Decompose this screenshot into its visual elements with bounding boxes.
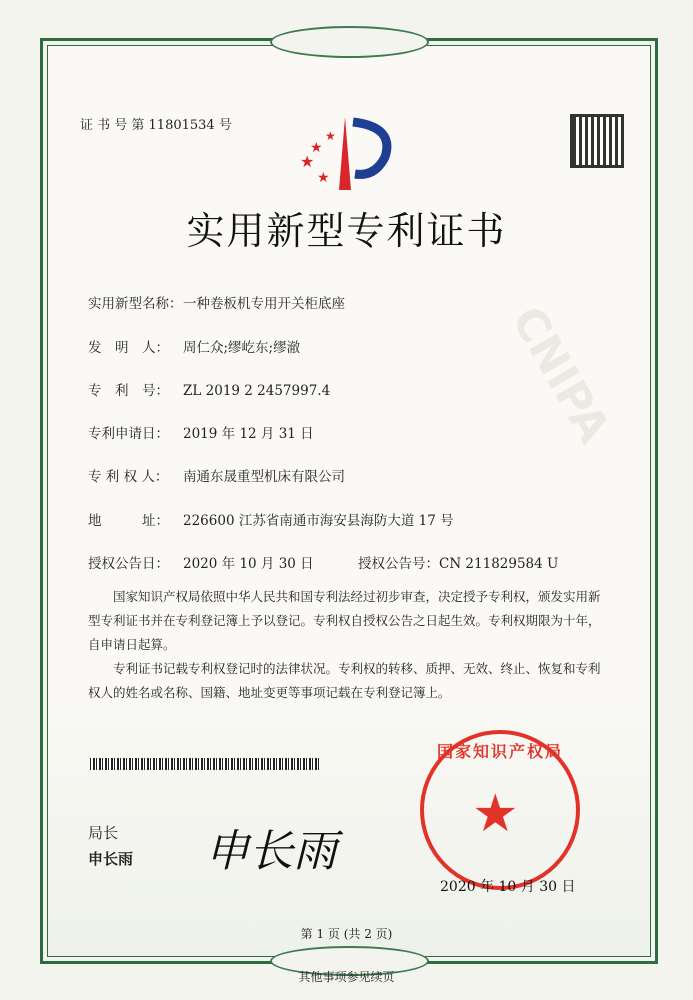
qr-code (570, 114, 624, 168)
field-value: ZL 2019 2 2457997.4 (183, 383, 331, 399)
field-label: 地 址： (88, 513, 169, 529)
field-address (88, 509, 454, 529)
seal-date: 2020 年 10 月 30 日 (440, 879, 576, 895)
cnipa-logo (295, 112, 405, 192)
seal-text: 国家知识产权局 (436, 742, 563, 761)
logo-star-icon: ★ (310, 140, 323, 156)
field-value: 2019 年 12 月 31 日 (183, 426, 314, 442)
paragraph-legal: 专利证书记载专利权登记时的法律状况。专利权的转移、质押、无效、终止、恢复和专利权人的姓名或名称、国籍、地址变更等事项记载在专利登记簿上。 (88, 661, 601, 700)
logo-star-icon: ★ (300, 152, 315, 171)
field-value: 226600 江苏省南通市海安县海防大道 17 号 (183, 513, 454, 529)
field-value: CN 211829584 U (439, 556, 559, 572)
national-emblem-icon: ★ (472, 784, 519, 844)
footer-note: 其他事项参见续页 (298, 970, 395, 984)
logo-star-icon: ★ (325, 129, 336, 143)
logo-star-icon: ★ (317, 170, 330, 186)
field-label: 授权公告日： (88, 556, 169, 572)
field-value: 一种卷板机专用开关柜底座 (183, 296, 345, 312)
page-indicator: 第 1 页 (共 2 页) (300, 927, 393, 941)
field-announcement-number (358, 552, 558, 572)
field-inventors (88, 336, 300, 356)
signer-name: 申长雨 (88, 850, 134, 868)
field-name (88, 292, 345, 312)
official-seal (420, 730, 580, 890)
field-label: 实用新型名称： (88, 296, 183, 312)
field-value: 周仁众;缪屹东;缪澈 (183, 340, 301, 356)
field-label: 授权公告号： (358, 556, 439, 572)
field-application-date (88, 422, 314, 442)
logo-blue-stroke (353, 122, 387, 174)
logo-red-stroke (339, 117, 351, 190)
field-value: 南通东晟重型机床有限公司 (183, 469, 345, 485)
field-grant-date (88, 552, 314, 572)
watermark: CNIPA (501, 298, 620, 452)
certificate-title: 实用新型专利证书 (186, 209, 507, 253)
signature: 申长雨 (205, 826, 337, 877)
field-label: 专 利 权 人： (88, 469, 169, 485)
field-patentee (88, 465, 345, 485)
field-label: 专 利 号： (88, 383, 169, 399)
field-value: 2020 年 10 月 30 日 (183, 556, 314, 572)
barcode (90, 758, 320, 770)
field-patent-number (88, 379, 330, 399)
certificate-number: 证 书 号 第 11801534 号 (80, 118, 232, 133)
paragraph-grant: 国家知识产权局依照中华人民共和国专利法经过初步审查，决定授予专利权，颁发实用新型专利证书并在专利登记簿上予以登记。专利权自授权公告之日起生效。专利权期限为十年，自申请日起算。 (88, 589, 601, 652)
signer-title: 局长 (88, 824, 119, 842)
field-label: 专利申请日： (88, 426, 169, 442)
field-label: 发 明 人： (88, 340, 169, 356)
top-ornament (270, 26, 429, 58)
